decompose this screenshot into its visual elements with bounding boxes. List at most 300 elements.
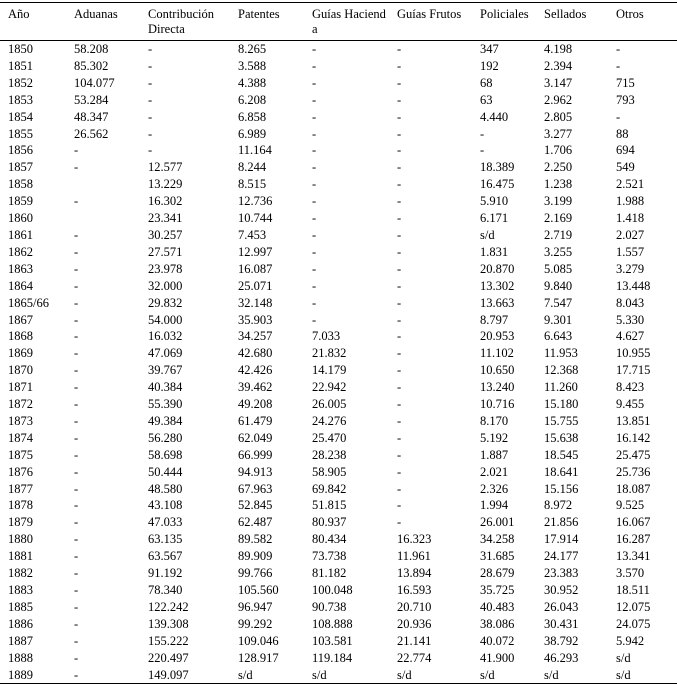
table-cell: 50.444 xyxy=(148,464,183,479)
table-cell: 1858 xyxy=(8,177,33,192)
table-cell: - xyxy=(397,177,402,192)
table-cell: s/d xyxy=(544,667,559,682)
table-cell: - xyxy=(148,42,153,56)
table-cell: 13.851 xyxy=(616,413,651,428)
table-cell: - xyxy=(74,295,79,310)
table-cell: - xyxy=(74,312,79,327)
table-cell: 1874 xyxy=(8,430,33,445)
table-cell: 24.276 xyxy=(312,413,347,428)
table-row xyxy=(0,396,677,413)
header-row xyxy=(0,3,677,41)
table-cell: 1877 xyxy=(8,481,33,496)
table-cell: - xyxy=(74,616,79,631)
table-cell: 8.170 xyxy=(480,413,509,428)
table-cell: - xyxy=(480,126,485,141)
table-cell: 20.953 xyxy=(480,329,515,344)
table-cell: - xyxy=(312,177,317,192)
table-cell: 11.953 xyxy=(544,346,578,361)
table-cell: - xyxy=(397,515,402,530)
table-cell: 4.198 xyxy=(544,42,573,56)
table-cell: - xyxy=(480,143,485,158)
table-row xyxy=(0,295,677,312)
table-cell: 73.738 xyxy=(312,549,347,564)
table-cell: - xyxy=(397,380,402,395)
table-cell: 347 xyxy=(480,42,499,56)
table-cell: - xyxy=(397,160,402,175)
table-cell: - xyxy=(312,92,317,107)
table-row xyxy=(0,616,677,633)
table-cell: - xyxy=(312,42,317,56)
table-cell: - xyxy=(74,363,79,378)
table-cell: 192 xyxy=(480,58,499,73)
table-cell: 100.048 xyxy=(312,583,353,597)
table-cell: - xyxy=(74,278,79,293)
table-cell: s/d xyxy=(312,667,327,682)
table-cell: 109.046 xyxy=(238,633,279,648)
table-cell: - xyxy=(74,160,79,175)
table-cell: - xyxy=(74,515,79,530)
table-cell: - xyxy=(148,58,153,73)
table-cell: 1886 xyxy=(8,616,33,631)
table-cell: 128.917 xyxy=(238,650,279,665)
table-cell: 39.767 xyxy=(148,363,183,378)
table-cell: 16.323 xyxy=(397,532,432,547)
table-cell: 13.663 xyxy=(480,295,515,310)
table-row xyxy=(0,126,677,143)
table-row xyxy=(0,548,677,565)
table-cell: 3.570 xyxy=(616,566,645,581)
table-cell: - xyxy=(397,464,402,479)
table-cell: 3.588 xyxy=(238,58,267,73)
table-cell: - xyxy=(74,244,79,259)
table-cell: 28.238 xyxy=(312,447,347,462)
table-cell: - xyxy=(74,599,79,614)
table-cell: 2.962 xyxy=(544,92,573,107)
table-cell: 16.032 xyxy=(148,329,183,344)
table-cell: 1.706 xyxy=(544,143,573,158)
table-cell: 1854 xyxy=(8,109,33,124)
table-cell: 793 xyxy=(616,92,635,107)
table-cell: 149.097 xyxy=(148,667,189,682)
table-cell: 28.679 xyxy=(480,566,515,581)
table-cell: 13.448 xyxy=(616,278,651,293)
table-row xyxy=(0,176,677,193)
table-cell: 16.287 xyxy=(616,532,651,547)
table-cell: 2.394 xyxy=(544,58,573,73)
table-cell: 3.277 xyxy=(544,126,573,141)
table-cell: 66.999 xyxy=(238,447,273,462)
table-cell: 1.418 xyxy=(616,211,645,226)
table-cell: 88 xyxy=(616,126,629,141)
table-cell: - xyxy=(312,194,317,209)
table-cell: 23.978 xyxy=(148,261,183,276)
table-cell: - xyxy=(74,667,79,682)
table-cell: 16.302 xyxy=(148,194,183,209)
table-cell: 15.755 xyxy=(544,413,579,428)
table-cell: - xyxy=(74,633,79,648)
table-cell: 18.641 xyxy=(544,464,579,479)
column-header: Contribución Directa xyxy=(148,7,214,36)
table-row xyxy=(0,362,677,379)
table-cell: - xyxy=(312,211,317,226)
table-cell: - xyxy=(312,312,317,327)
table-cell: 119.184 xyxy=(312,650,353,665)
table-row xyxy=(0,227,677,244)
table-cell: 4.388 xyxy=(238,75,267,90)
table-cell: - xyxy=(397,329,402,344)
table-cell: 1868 xyxy=(8,329,33,344)
table-cell: 6.208 xyxy=(238,92,267,107)
table-cell: 1.831 xyxy=(480,244,509,259)
table-cell: 2.250 xyxy=(544,160,573,175)
table-cell: - xyxy=(74,430,79,445)
table-cell: 49.384 xyxy=(148,413,183,428)
table-cell: 1871 xyxy=(8,380,33,395)
table-cell: 22.774 xyxy=(397,650,432,665)
table-cell: 10.744 xyxy=(238,211,273,226)
table-cell: 20.936 xyxy=(397,616,432,631)
table-cell: 26.005 xyxy=(312,397,347,412)
table-cell: 1859 xyxy=(8,194,33,209)
table-cell: - xyxy=(148,92,153,107)
table-cell: 1853 xyxy=(8,92,33,107)
table-cell: 155.222 xyxy=(148,633,189,648)
table-cell: 2.521 xyxy=(616,177,645,192)
table-cell: 21.141 xyxy=(397,633,432,648)
table-cell: 25.736 xyxy=(616,464,651,479)
table-cell: 91.192 xyxy=(148,566,183,581)
table-cell: 38.792 xyxy=(544,633,579,648)
table-cell: - xyxy=(74,380,79,395)
table-cell: 1875 xyxy=(8,447,33,462)
table-cell: 7.547 xyxy=(544,295,573,310)
table-cell: 1870 xyxy=(8,363,33,378)
table-cell: - xyxy=(74,261,79,276)
table-cell: - xyxy=(74,194,79,209)
table-row xyxy=(0,109,677,126)
table-cell: 13.341 xyxy=(616,549,651,564)
table-cell: 1873 xyxy=(8,413,33,428)
table-cell: 7.033 xyxy=(312,329,341,344)
table-row xyxy=(0,565,677,582)
column-header: Guías Hacienda xyxy=(312,7,386,36)
table-cell: 16.087 xyxy=(238,261,273,276)
table-cell: 63 xyxy=(480,92,493,107)
table-cell: 42.426 xyxy=(238,363,273,378)
column-header: Policiales xyxy=(480,7,529,21)
table-cell: 1885 xyxy=(8,599,33,614)
table-cell: 18.087 xyxy=(616,481,651,496)
table-cell: 6.858 xyxy=(238,109,267,124)
table-cell: 5.910 xyxy=(480,194,509,209)
table-cell: 35.903 xyxy=(238,312,273,327)
table-cell: 46.293 xyxy=(544,650,579,665)
column-header: Año xyxy=(8,7,30,21)
column-header: Guías Frutos xyxy=(397,7,462,21)
table-cell: - xyxy=(397,126,402,141)
table-cell: 3.279 xyxy=(616,261,645,276)
table-cell: - xyxy=(397,42,402,56)
table-cell: - xyxy=(148,75,153,90)
table-cell: 40.483 xyxy=(480,599,515,614)
table-cell: 99.766 xyxy=(238,566,273,581)
table-cell: 30.952 xyxy=(544,583,579,597)
table-cell: - xyxy=(148,143,153,158)
table-cell: 24.075 xyxy=(616,616,651,631)
table-row xyxy=(0,75,677,92)
table-cell: 10.650 xyxy=(480,363,515,378)
table-cell: 11.164 xyxy=(238,143,272,158)
table-cell: - xyxy=(616,42,621,56)
table-cell: 2.326 xyxy=(480,481,509,496)
table-cell: - xyxy=(312,295,317,310)
table-cell: 1883 xyxy=(8,583,33,597)
table-cell: 104.077 xyxy=(74,75,115,90)
table-cell: 30.431 xyxy=(544,616,579,631)
table-cell: - xyxy=(397,194,402,209)
table-cell: 40.072 xyxy=(480,633,515,648)
table-cell: 62.049 xyxy=(238,430,273,445)
table-cell: 13.894 xyxy=(397,566,432,581)
column-header: Patentes xyxy=(238,7,280,21)
table-cell: s/d xyxy=(397,667,412,682)
table-cell: 8.972 xyxy=(544,498,573,513)
table-row xyxy=(0,430,677,447)
table-cell: 1.887 xyxy=(480,447,509,462)
table-row xyxy=(0,328,677,345)
table-cell: 15.180 xyxy=(544,397,579,412)
table-cell: 9.301 xyxy=(544,312,573,327)
table-cell: 53.284 xyxy=(74,92,109,107)
table-cell: 11.961 xyxy=(397,549,431,564)
table-cell: 18.545 xyxy=(544,447,579,462)
table-cell: 24.177 xyxy=(544,549,579,564)
table-cell: 1880 xyxy=(8,532,33,547)
table-cell: 13.302 xyxy=(480,278,515,293)
table-cell: 2.805 xyxy=(544,109,573,124)
table-cell: 8.797 xyxy=(480,312,509,327)
table-cell: 9.455 xyxy=(616,397,645,412)
table-cell: 6.643 xyxy=(544,329,573,344)
table-cell: 22.942 xyxy=(312,380,347,395)
table-cell: 26.043 xyxy=(544,599,579,614)
table-cell: - xyxy=(148,109,153,124)
table-cell: - xyxy=(397,261,402,276)
table-cell: 220.497 xyxy=(148,650,189,665)
table-cell: 16.475 xyxy=(480,177,515,192)
table-cell: 1862 xyxy=(8,244,33,259)
table-cell: s/d xyxy=(238,667,253,682)
table-row xyxy=(0,312,677,329)
table-cell: - xyxy=(74,447,79,462)
table-cell: 3.199 xyxy=(544,194,573,209)
table-cell: 48.347 xyxy=(74,109,109,124)
table-cell: 35.725 xyxy=(480,583,515,597)
table-cell: - xyxy=(397,58,402,73)
table-row xyxy=(0,497,677,514)
table-cell: 42.680 xyxy=(238,346,273,361)
table-cell: 13.229 xyxy=(148,177,183,192)
table-cell: 1872 xyxy=(8,397,33,412)
table-cell: 1861 xyxy=(8,227,33,242)
column-header: Sellados xyxy=(544,7,587,21)
table-cell: 48.580 xyxy=(148,481,183,496)
table-cell: 5.942 xyxy=(616,633,645,648)
table-cell: 694 xyxy=(616,143,635,158)
table-cell: 3.147 xyxy=(544,75,573,90)
table-cell: 108.888 xyxy=(312,616,353,631)
table-cell: - xyxy=(397,413,402,428)
table-cell: - xyxy=(397,481,402,496)
table-cell: 2.169 xyxy=(544,211,573,226)
table-cell: 27.571 xyxy=(148,244,183,259)
table-cell: 68 xyxy=(480,75,493,90)
table-cell: - xyxy=(74,498,79,513)
table-cell: 8.515 xyxy=(238,177,267,192)
table-cell: - xyxy=(397,312,402,327)
table-cell: 56.280 xyxy=(148,430,183,445)
table-cell: 2.021 xyxy=(480,464,509,479)
table-row xyxy=(0,633,677,650)
table-cell: 1.988 xyxy=(616,194,645,209)
table-cell: 18.511 xyxy=(616,583,650,597)
table-cell: 549 xyxy=(616,160,635,175)
table-cell: 105.560 xyxy=(238,583,279,597)
table-cell: 39.462 xyxy=(238,380,273,395)
table-cell: - xyxy=(397,109,402,124)
table-cell: 7.453 xyxy=(238,227,267,242)
table-row xyxy=(0,481,677,498)
table-cell: - xyxy=(74,346,79,361)
table-cell: - xyxy=(312,109,317,124)
table-cell: 10.716 xyxy=(480,397,515,412)
table-cell: - xyxy=(74,329,79,344)
table-row xyxy=(0,92,677,109)
table-cell: 20.710 xyxy=(397,599,432,614)
table-cell: - xyxy=(397,430,402,445)
table-row xyxy=(0,514,677,531)
table-cell: 1867 xyxy=(8,312,33,327)
table-cell: 5.192 xyxy=(480,430,509,445)
table-cell: 61.479 xyxy=(238,413,273,428)
table-cell: 9.840 xyxy=(544,278,573,293)
table-row xyxy=(0,278,677,295)
table-cell: - xyxy=(397,346,402,361)
table-cell: 6.989 xyxy=(238,126,267,141)
table-cell: 8.423 xyxy=(616,380,645,395)
table-cell: 96.947 xyxy=(238,599,273,614)
table-cell: 80.434 xyxy=(312,532,347,547)
table-cell: 94.913 xyxy=(238,464,273,479)
table-cell: 13.240 xyxy=(480,380,515,395)
table-cell: 89.909 xyxy=(238,549,273,564)
table-cell: 90.738 xyxy=(312,599,347,614)
table-cell: 1881 xyxy=(8,549,33,564)
table-cell: 25.470 xyxy=(312,430,347,445)
table-cell: - xyxy=(312,244,317,259)
table-cell: 17.914 xyxy=(544,532,579,547)
table-row xyxy=(0,210,677,227)
table-cell: 1863 xyxy=(8,261,33,276)
table-cell: 99.292 xyxy=(238,616,273,631)
table-cell: - xyxy=(74,413,79,428)
table-cell: 1869 xyxy=(8,346,33,361)
table-cell: 16.067 xyxy=(616,515,651,530)
table-cell: - xyxy=(148,126,153,141)
table-cell: - xyxy=(312,143,317,158)
revenue-table xyxy=(0,2,677,684)
table-cell: 67.963 xyxy=(238,481,273,496)
table-cell: 38.086 xyxy=(480,616,515,631)
table-row xyxy=(0,142,677,159)
table-cell: 89.582 xyxy=(238,532,273,547)
table-cell: - xyxy=(74,143,79,158)
table-cell: 16.142 xyxy=(616,430,651,445)
table-cell: 4.440 xyxy=(480,109,509,124)
table-cell: - xyxy=(312,261,317,276)
table-cell: 8.043 xyxy=(616,295,645,310)
table-cell: 32.148 xyxy=(238,295,273,310)
table-cell: 1876 xyxy=(8,464,33,479)
table-row xyxy=(0,244,677,261)
table-cell: 58.905 xyxy=(312,464,347,479)
table-row xyxy=(0,464,677,481)
table-cell: 63.567 xyxy=(148,549,183,564)
table-cell: 1.238 xyxy=(544,177,573,192)
table-cell: 80.937 xyxy=(312,515,347,530)
table-cell: 1.557 xyxy=(616,244,645,259)
table-cell: 1889 xyxy=(8,667,33,682)
table-cell: - xyxy=(74,583,79,597)
table-cell: 1887 xyxy=(8,633,33,648)
table-cell: 9.525 xyxy=(616,498,645,513)
table-cell: - xyxy=(74,566,79,581)
table-cell: 32.000 xyxy=(148,278,183,293)
table-cell: 52.845 xyxy=(238,498,273,513)
table-cell: - xyxy=(616,58,621,73)
table-cell: 3.255 xyxy=(544,244,573,259)
table-cell: - xyxy=(74,227,79,242)
table-row xyxy=(0,531,677,548)
table-cell: - xyxy=(397,498,402,513)
table-cell: 1851 xyxy=(8,58,33,73)
table-cell: 12.997 xyxy=(238,244,273,259)
table-cell: 15.156 xyxy=(544,481,579,496)
table-cell: - xyxy=(397,447,402,462)
table-row xyxy=(0,159,677,176)
table-cell: s/d xyxy=(480,667,495,682)
table-cell: 12.368 xyxy=(544,363,579,378)
table-cell: 103.581 xyxy=(312,633,353,648)
table-cell: 85.302 xyxy=(74,58,109,73)
table-cell: 23.341 xyxy=(148,211,183,226)
table-cell: - xyxy=(312,126,317,141)
table-cell: 34.258 xyxy=(480,532,515,547)
table-cell: 8.265 xyxy=(238,42,267,56)
table-cell: 21.832 xyxy=(312,346,347,361)
table-cell: 25.071 xyxy=(238,278,273,293)
table-cell: 29.832 xyxy=(148,295,183,310)
table-cell: - xyxy=(397,227,402,242)
table-cell: 2.027 xyxy=(616,227,645,242)
table-cell: 30.257 xyxy=(148,227,183,242)
column-header: Aduanas xyxy=(74,7,118,21)
table-cell: 1.994 xyxy=(480,498,509,513)
table-cell: 12.075 xyxy=(616,599,651,614)
table-cell: - xyxy=(397,397,402,412)
table-cell: 715 xyxy=(616,75,635,90)
table-cell: 5.085 xyxy=(544,261,573,276)
